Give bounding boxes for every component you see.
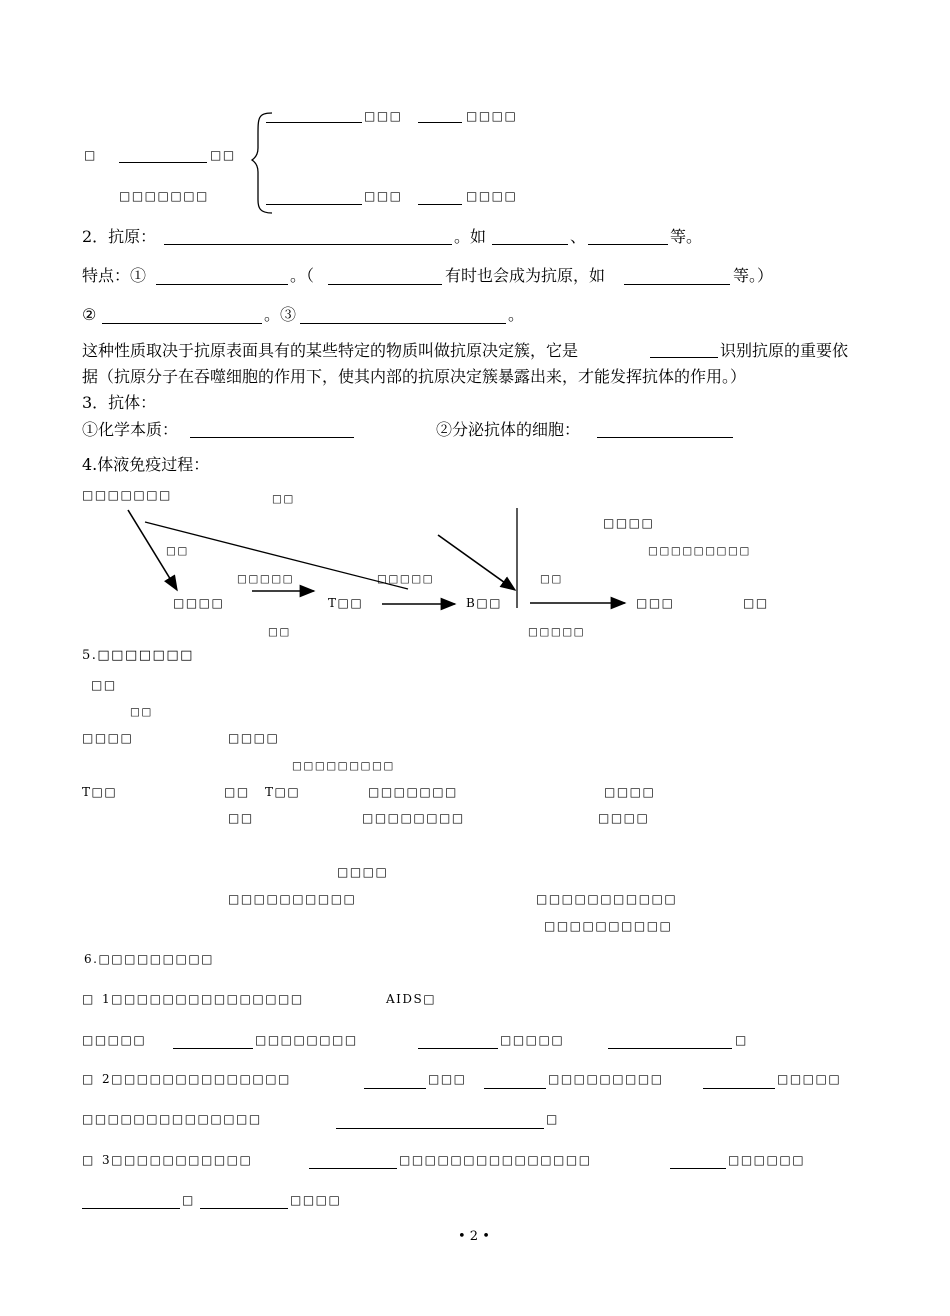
blank[interactable]: [328, 284, 442, 285]
blank[interactable]: [266, 122, 362, 123]
text: □□: [228, 811, 254, 825]
q2-line3-c: 。: [508, 305, 525, 324]
q2-line2-d: 等。）: [733, 266, 774, 285]
text: □□□: [636, 596, 675, 610]
text: □□□□: [337, 865, 389, 879]
text: T□□: [82, 785, 118, 799]
q2-line3-a: ②: [82, 305, 97, 324]
q2-line1-d: 等。: [670, 227, 703, 246]
text: □□: [91, 678, 117, 692]
q5-title: 5.□□□□□□□: [82, 648, 194, 663]
blank[interactable]: [190, 437, 354, 438]
blank[interactable]: [164, 244, 452, 245]
text: □: [84, 148, 97, 162]
text: 1□□□□□□□□□□□□□□□: [102, 992, 304, 1006]
text: □□□: [364, 109, 403, 123]
text: □□□□□: [377, 573, 435, 585]
blank[interactable]: [597, 437, 733, 438]
q6-title: 6.□□□□□□□□□: [84, 952, 214, 966]
blank[interactable]: [300, 323, 506, 324]
text: □□□□□□□□□□□□□□: [82, 1112, 262, 1126]
text: □□□□□□□□: [255, 1033, 358, 1047]
q2-line2-c: 有时也会成为抗原，如: [445, 266, 606, 285]
q3-title: 3．抗体：: [82, 393, 157, 412]
blank[interactable]: [608, 1048, 732, 1049]
text: □□: [210, 148, 236, 162]
text: □□□□□□□□□: [548, 1072, 664, 1086]
text: □□: [272, 493, 295, 505]
blank[interactable]: [336, 1128, 544, 1129]
text: □□□□□□□□□□: [544, 919, 673, 933]
text: □: [546, 1112, 559, 1126]
q3-a: ①化学本质：: [82, 420, 179, 439]
text: □: [82, 1153, 95, 1167]
q2-para1-b: 识别抗原的重要依: [720, 341, 849, 360]
text: □□: [166, 545, 189, 557]
blank[interactable]: [703, 1088, 775, 1089]
q2-line1-a: 2．抗原：: [82, 227, 157, 246]
text: □□□□□□□□□□□□□□□: [399, 1153, 592, 1167]
blank[interactable]: [102, 323, 262, 324]
text: □□: [268, 626, 291, 638]
text: □□□□□: [777, 1072, 842, 1086]
text: T□□: [328, 596, 364, 610]
text: 3□□□□□□□□□□□: [102, 1153, 253, 1167]
text: □□□□: [466, 109, 518, 123]
text: □□□□□: [82, 1033, 147, 1047]
blank[interactable]: [173, 1048, 253, 1049]
blank[interactable]: [119, 162, 207, 163]
blank[interactable]: [670, 1168, 726, 1169]
blank[interactable]: [484, 1088, 546, 1089]
text: □□: [743, 596, 769, 610]
text: AIDS□: [386, 992, 437, 1006]
text: □□□□□: [237, 573, 295, 585]
brace: [252, 113, 272, 213]
text: □: [735, 1033, 748, 1047]
text: □□□: [364, 189, 403, 203]
text: □: [82, 992, 95, 1006]
q2-line3-b: 。③: [264, 305, 297, 324]
text: □□: [540, 573, 563, 585]
q2-para1-a: 这种性质取决于抗原表面具有的某些特定的物质叫做抗原决定簇，它是: [82, 341, 579, 360]
blank[interactable]: [492, 244, 568, 245]
text: □□□□□□□□□: [292, 760, 395, 772]
q4-title: 4.体液免疫过程：: [82, 455, 210, 474]
text: □□□□□: [500, 1033, 565, 1047]
q2-line1-c: 、: [570, 227, 587, 246]
text: T□□: [265, 785, 301, 799]
q2-line1-b: 。如: [454, 227, 487, 246]
arrow-diag-b: [438, 535, 515, 590]
text: 2□□□□□□□□□□□□□□: [102, 1072, 291, 1086]
text: □: [82, 1072, 95, 1086]
text: □□□□: [603, 516, 655, 530]
blank[interactable]: [624, 284, 730, 285]
text: □□□□□□□: [82, 488, 172, 502]
blank[interactable]: [266, 204, 362, 205]
text: □□□□: [228, 731, 280, 745]
text: B□□: [466, 596, 502, 610]
blank[interactable]: [82, 1208, 180, 1209]
text: □□□□: [604, 785, 656, 799]
text: □□□□: [173, 596, 225, 610]
text: □□□□: [290, 1193, 342, 1207]
text: □□□□□: [528, 626, 586, 638]
blank[interactable]: [650, 357, 718, 358]
text: □□□□□□□: [368, 785, 458, 799]
blank[interactable]: [418, 1048, 498, 1049]
blank[interactable]: [418, 204, 462, 205]
text: □□□□□□□: [119, 189, 209, 203]
text: □□: [130, 706, 153, 718]
text: □□□□□□□□□: [648, 545, 751, 557]
q2-line2-b: 。（: [290, 266, 315, 285]
blank[interactable]: [364, 1088, 426, 1089]
text: □□□□: [598, 811, 650, 825]
q2-para2: 据（抗原分子在吞噬细胞的作用下，使其内部的抗原决定簇暴露出来，才能发挥抗体的作用。）: [82, 367, 747, 386]
q2-line2-a: 特点：①: [82, 266, 147, 285]
blank[interactable]: [156, 284, 288, 285]
blank[interactable]: [309, 1168, 397, 1169]
text: □: [182, 1193, 195, 1207]
text: □□□□□□: [728, 1153, 806, 1167]
text: □□□□□□□□: [362, 811, 465, 825]
text: □□□□□□□□□□□: [536, 892, 678, 906]
blank[interactable]: [588, 244, 668, 245]
text: □□□□: [82, 731, 134, 745]
q3-b: ②分泌抗体的细胞：: [436, 420, 581, 439]
blank[interactable]: [200, 1208, 288, 1209]
text: □□□: [428, 1072, 467, 1086]
blank[interactable]: [418, 122, 462, 123]
text: □□: [224, 785, 250, 799]
page-number: • 2 •: [458, 1229, 490, 1244]
text: □□□□□□□□□□: [228, 892, 357, 906]
text: □□□□: [466, 189, 518, 203]
